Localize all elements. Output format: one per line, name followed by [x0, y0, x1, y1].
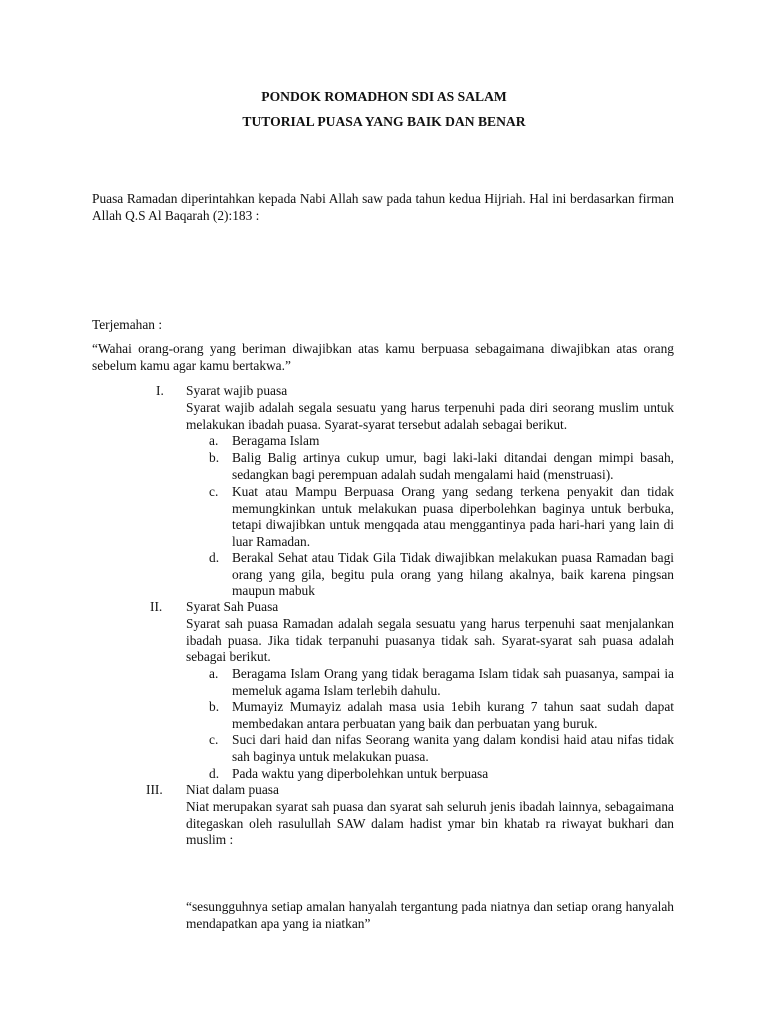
section-body: Syarat sah puasa Ramadan adalah segala sesuatu yang harus terpenuhi saat menjalankan ibadah puasa. Jika tidak terpanuhi puasanya tidak sah. Syarat-syarat sah puasa adalah sebagai berikut. — [186, 616, 674, 665]
hadith-quote: “sesungguhnya setiap amalan hanyalah tergantung pada niatnya dan setiap orang hanyalah mendapatkan apa yang ia niatkan” — [186, 899, 674, 931]
document-title: PONDOK ROMADHON SDI AS SALAM — [261, 89, 507, 104]
list-item-letter: a. — [209, 666, 219, 681]
intro-paragraph: Puasa Ramadan diperintahkan kepada Nabi Allah saw pada tahun kedua Hijriah. Hal ini berdasarkan firman Allah Q.S Al Baqarah (2):183 : — [92, 191, 674, 223]
list-item-letter: d. — [209, 766, 220, 781]
section-heading: Niat dalam puasa — [186, 782, 279, 797]
document-subtitle: TUTORIAL PUASA YANG BAIK DAN BENAR — [242, 114, 526, 129]
list-item-text: Suci dari haid dan nifas Seorang wanita yang dalam kondisi haid atau nifas tidak sah baginya untuk melakukan puasa. — [232, 732, 674, 764]
section-numeral: II. — [150, 599, 163, 614]
list-item-letter: a. — [209, 433, 219, 448]
list-item-text: Balig Balig artinya cukup umur, bagi laki-laki ditandai dengan mimpi basah, sedangkan bagi perempuan adalah sudah mengalami haid (menstruasi). — [232, 450, 674, 482]
translation-quote: “Wahai orang-orang yang beriman diwajibkan atas kamu berpuasa sebagaimana diwajibkan atas orang sebelum kamu agar kamu bertakwa.” — [92, 341, 674, 373]
section-heading: Syarat wajib puasa — [186, 383, 288, 398]
list-item-letter: c. — [209, 484, 219, 499]
section-body: Syarat wajib adalah segala sesuatu yang harus terpenuhi pada diri seorang muslim untuk melakukan ibadah puasa. Syarat-syarat tersebut adalah sebagai berikut. — [186, 400, 674, 432]
section-numeral: I. — [156, 383, 164, 398]
list-item-text: Beragama Islam — [232, 433, 320, 448]
list-item-letter: b. — [209, 450, 220, 465]
terjemahan-label: Terjemahan : — [92, 317, 163, 332]
list-item-text: Berakal Sehat atau Tidak Gila Tidak diwajibkan melakukan puasa Ramadan bagi orang yang gila, begitu pula orang yang hilang akalnya, baik karena pingsan maupun mabuk — [232, 550, 674, 599]
list-item-text: Kuat atau Mampu Berpuasa Orang yang sedang terkena penyakit dan tidak memungkinkan untuk melakukan puasa diperbolehkan baginya untuk berbuka, tetapi diwajibkan untuk mengqada atau menggantinya pada hari-hari yang lain di luar Ramadan. — [232, 484, 674, 549]
list-item-text: Beragama Islam Orang yang tidak beragama Islam tidak sah puasanya, sampai ia memeluk agama Islam terlebih dahulu. — [232, 666, 674, 698]
section-body: Niat merupakan syarat sah puasa dan syarat sah seluruh jenis ibadah lainnya, sebagaimana ditegaskan oleh rasulullah SAW dalam hadist ymar bin khatab ra riwayat bukhari dan muslim : — [186, 799, 674, 848]
list-item-text: Mumayiz Mumayiz adalah masa usia 1ebih kurang 7 tahun saat sudah dapat membedakan antara perbuatan yang baik dan perbuatan yang buruk. — [232, 699, 674, 731]
section-numeral: III. — [146, 782, 163, 797]
list-item-letter: d. — [209, 550, 220, 565]
section-heading: Syarat Sah Puasa — [186, 599, 279, 614]
list-item-letter: b. — [209, 699, 220, 714]
list-item-text: Pada waktu yang diperbolehkan untuk berpuasa — [232, 766, 489, 781]
list-item-letter: c. — [209, 732, 219, 747]
